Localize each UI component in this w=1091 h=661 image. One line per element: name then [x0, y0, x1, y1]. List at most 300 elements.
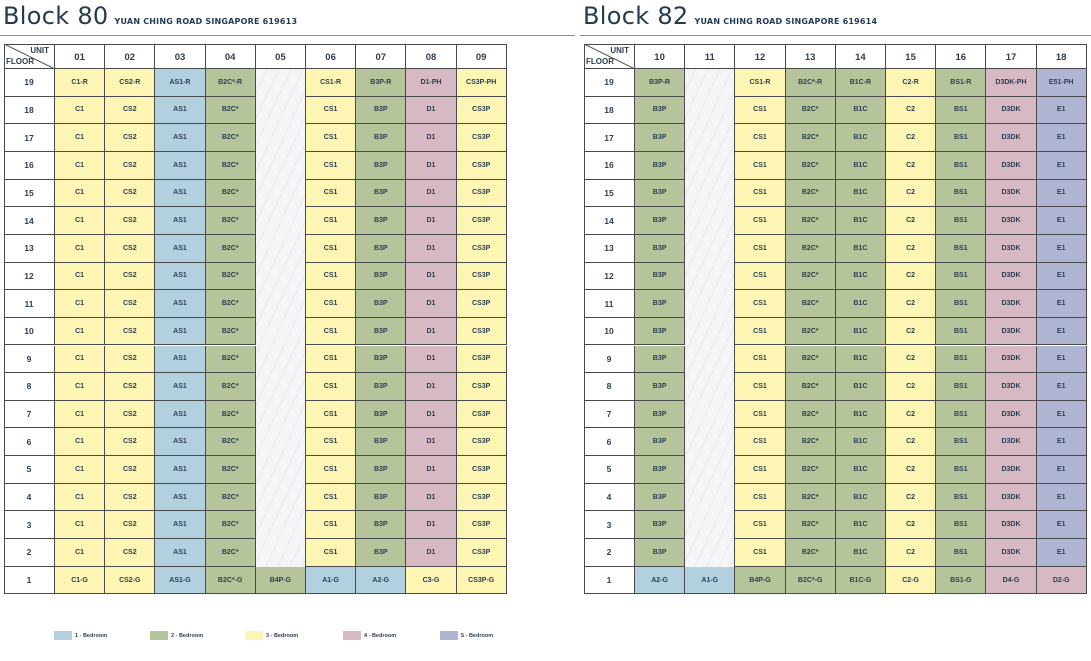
- floor-label-13: 13: [584, 235, 635, 263]
- unit-cell: CS1: [306, 124, 356, 152]
- unit-cell: CS1: [735, 539, 785, 567]
- unit-cell: B1C: [836, 484, 886, 512]
- unit-cell: CS2: [105, 511, 155, 539]
- unit-cell: C1: [55, 346, 105, 374]
- unit-cell: B3P-R: [635, 69, 685, 97]
- unit-cell: CS1: [735, 207, 785, 235]
- unit-cell: AS1: [155, 152, 205, 180]
- unit-header-03: 03: [155, 44, 205, 69]
- unit-cell: B3P: [356, 484, 406, 512]
- legend-item-5-bedroom: [440, 631, 520, 640]
- unit-cell: BS1: [936, 207, 986, 235]
- floor-label-4: 4: [4, 484, 55, 512]
- floor-label-12: 12: [4, 263, 55, 291]
- unit-cell: CS3P: [457, 318, 507, 346]
- unit-cell: C1: [55, 373, 105, 401]
- unit-cell: C1: [55, 235, 105, 263]
- unit-cell: B2C*: [206, 401, 256, 429]
- unit-cell: B2C*: [206, 456, 256, 484]
- legend-item-4-bedroom: [343, 631, 440, 640]
- legend-swatch: [54, 631, 72, 640]
- void-column: [256, 69, 306, 567]
- unit-cell: AS1: [155, 456, 205, 484]
- unit-cell: B1C: [836, 428, 886, 456]
- unit-cell: B2C*-R: [786, 69, 836, 97]
- unit-cell: B1C: [836, 263, 886, 291]
- unit-cell: CS3P: [457, 346, 507, 374]
- unit-cell: CS1: [306, 511, 356, 539]
- unit-cell: D3DK: [986, 124, 1036, 152]
- unit-header-11: 11: [685, 44, 735, 69]
- unit-cell: CS1: [735, 346, 785, 374]
- unit-cell: E1: [1037, 373, 1087, 401]
- ground-unit-cell: C3-G: [406, 567, 456, 595]
- unit-cell: CS3P: [457, 401, 507, 429]
- unit-cell: CS1: [735, 97, 785, 125]
- unit-cell: B1C: [836, 511, 886, 539]
- unit-cell: C2: [886, 401, 936, 429]
- floor-label-2: 2: [4, 539, 55, 567]
- floor-label-7: 7: [4, 401, 55, 429]
- unit-cell: E1: [1037, 318, 1087, 346]
- unit-cell: B3P: [356, 318, 406, 346]
- unit-cell: BS1: [936, 124, 986, 152]
- unit-cell: B2C*: [206, 97, 256, 125]
- unit-cell: D1: [406, 373, 456, 401]
- ground-unit-cell: CS3P-G: [457, 567, 507, 595]
- unit-cell: C2: [886, 180, 936, 208]
- unit-cell: D1: [406, 263, 456, 291]
- unit-cell: CS1: [306, 539, 356, 567]
- unit-cell: B3P: [356, 373, 406, 401]
- unit-cell: C1-R: [55, 69, 105, 97]
- unit-cell: CS2-R: [105, 69, 155, 97]
- block-80-unit-chart: [4, 44, 507, 594]
- unit-cell: B3P: [356, 290, 406, 318]
- unit-cell: AS1: [155, 207, 205, 235]
- unit-cell: D3DK: [986, 235, 1036, 263]
- block-80-title: [3, 2, 297, 30]
- legend-label: 2 - Bedroom: [171, 632, 204, 639]
- unit-cell: CS1: [735, 484, 785, 512]
- unit-header-17: 17: [986, 44, 1036, 69]
- block-82-unit-chart: [584, 44, 1087, 594]
- unit-cell: B3P: [356, 235, 406, 263]
- unit-cell: C2: [886, 539, 936, 567]
- unit-cell: B2C*: [206, 180, 256, 208]
- unit-cell: C2: [886, 484, 936, 512]
- unit-cell: B1C: [836, 97, 886, 125]
- unit-cell: BS1: [936, 263, 986, 291]
- unit-cell: D3DK: [986, 180, 1036, 208]
- unit-cell: E1: [1037, 290, 1087, 318]
- unit-cell: CS2: [105, 180, 155, 208]
- unit-cell: B3P: [356, 401, 406, 429]
- unit-header-09: 09: [457, 44, 507, 69]
- unit-cell: D1: [406, 235, 456, 263]
- floor-label-17: 17: [584, 124, 635, 152]
- unit-cell: C2: [886, 373, 936, 401]
- unit-cell: CS2: [105, 97, 155, 125]
- unit-cell: B3P: [356, 124, 406, 152]
- unit-cell: CS1-R: [735, 69, 785, 97]
- legend-item-1-bedroom: [54, 631, 150, 640]
- unit-cell: B1C: [836, 235, 886, 263]
- floor-label-16: 16: [4, 152, 55, 180]
- unit-cell: E1: [1037, 180, 1087, 208]
- unit-cell: CS3P: [457, 373, 507, 401]
- unit-cell: B2C*: [206, 373, 256, 401]
- unit-cell: B2C*: [206, 207, 256, 235]
- unit-header-01: 01: [55, 44, 105, 69]
- unit-cell: B2C*: [206, 511, 256, 539]
- title-divider: [0, 35, 575, 36]
- unit-cell: D3DK: [986, 346, 1036, 374]
- unit-cell: CS1: [306, 263, 356, 291]
- void-column: [685, 69, 735, 567]
- floor-label-6: 6: [584, 428, 635, 456]
- floor-label-8: 8: [4, 373, 55, 401]
- unit-cell: D3DK: [986, 456, 1036, 484]
- unit-cell: B1C: [836, 373, 886, 401]
- unit-cell: B2C*: [786, 318, 836, 346]
- unit-cell: B2C*: [206, 539, 256, 567]
- unit-cell: CS3P: [457, 124, 507, 152]
- unit-cell: D1: [406, 97, 456, 125]
- unit-cell: B2C*: [206, 124, 256, 152]
- unit-cell: B1C: [836, 346, 886, 374]
- unit-cell: E1: [1037, 124, 1087, 152]
- unit-cell: B1C: [836, 207, 886, 235]
- floor-label-1: 1: [584, 567, 635, 595]
- unit-cell: BS1: [936, 235, 986, 263]
- unit-cell: B1C-R: [836, 69, 886, 97]
- unit-cell: D3DK: [986, 207, 1036, 235]
- unit-cell: CS2: [105, 456, 155, 484]
- unit-cell: CS2: [105, 539, 155, 567]
- unit-cell: B3P: [635, 152, 685, 180]
- floor-label-15: 15: [584, 180, 635, 208]
- unit-cell: CS1: [735, 152, 785, 180]
- unit-cell: B2C*: [786, 124, 836, 152]
- unit-cell: C2: [886, 456, 936, 484]
- unit-cell: CS2: [105, 263, 155, 291]
- unit-cell: B2C*: [786, 511, 836, 539]
- unit-cell: C2-R: [886, 69, 936, 97]
- unit-cell: D1: [406, 428, 456, 456]
- unit-cell: CS2: [105, 373, 155, 401]
- unit-cell: B2C*: [786, 401, 836, 429]
- unit-cell: CS1: [306, 235, 356, 263]
- unit-cell: B3P: [635, 456, 685, 484]
- floor-label-3: 3: [584, 511, 635, 539]
- unit-cell: CS2: [105, 290, 155, 318]
- unit-cell: AS1: [155, 346, 205, 374]
- ground-unit-cell: A1-G: [306, 567, 356, 595]
- unit-cell: CS1: [735, 318, 785, 346]
- unit-cell: BS1: [936, 290, 986, 318]
- unit-cell: E1: [1037, 539, 1087, 567]
- unit-cell: B3P: [635, 180, 685, 208]
- floor-label-10: 10: [584, 318, 635, 346]
- unit-cell: CS3P: [457, 235, 507, 263]
- floor-label-2: 2: [584, 539, 635, 567]
- unit-cell: B2C*: [786, 346, 836, 374]
- unit-cell: D1: [406, 511, 456, 539]
- unit-cell: CS3P: [457, 263, 507, 291]
- unit-cell: C1: [55, 124, 105, 152]
- block-address: YUAN CHING ROAD SINGAPORE 619613: [114, 17, 298, 26]
- unit-cell: AS1: [155, 428, 205, 456]
- unit-header-06: 06: [306, 44, 356, 69]
- floor-label-1: 1: [4, 567, 55, 595]
- floor-label-16: 16: [584, 152, 635, 180]
- unit-cell: B2C*: [786, 290, 836, 318]
- unit-header-18: 18: [1037, 44, 1087, 69]
- unit-axis-label: UNIT: [30, 46, 49, 55]
- unit-header-16: 16: [936, 44, 986, 69]
- unit-cell: CS3P: [457, 152, 507, 180]
- unit-cell: E1: [1037, 152, 1087, 180]
- unit-cell: C2: [886, 346, 936, 374]
- unit-cell: D1: [406, 290, 456, 318]
- unit-cell: D1: [406, 484, 456, 512]
- ground-unit-cell: C2-G: [886, 567, 936, 595]
- unit-cell: B1C: [836, 290, 886, 318]
- unit-cell: D1: [406, 152, 456, 180]
- unit-cell: AS1: [155, 401, 205, 429]
- unit-cell: CS2: [105, 124, 155, 152]
- unit-cell: CS1: [735, 263, 785, 291]
- unit-cell: B3P: [635, 428, 685, 456]
- unit-cell: C1: [55, 456, 105, 484]
- ground-unit-cell: D2-G: [1037, 567, 1087, 595]
- unit-cell: D1: [406, 180, 456, 208]
- unit-header-07: 07: [356, 44, 406, 69]
- unit-cell: C1: [55, 484, 105, 512]
- unit-cell: AS1: [155, 124, 205, 152]
- unit-cell: C1: [55, 152, 105, 180]
- unit-cell: CS1: [735, 124, 785, 152]
- unit-cell: C2: [886, 318, 936, 346]
- unit-cell: D1: [406, 207, 456, 235]
- unit-cell: BS1: [936, 346, 986, 374]
- unit-cell: CS3P: [457, 484, 507, 512]
- unit-cell: B3P: [635, 207, 685, 235]
- legend-label: 4 - Bedroom: [364, 632, 397, 639]
- unit-cell: B3P: [635, 124, 685, 152]
- legend-swatch: [245, 631, 263, 640]
- unit-header-14: 14: [836, 44, 886, 69]
- unit-cell: C2: [886, 428, 936, 456]
- unit-cell: C2: [886, 152, 936, 180]
- unit-cell: BS1: [936, 511, 986, 539]
- unit-cell: B2C*: [786, 484, 836, 512]
- unit-cell: AS1: [155, 97, 205, 125]
- unit-cell: E1: [1037, 428, 1087, 456]
- unit-cell: D3DK: [986, 263, 1036, 291]
- legend-label: 1 - Bedroom: [75, 632, 108, 639]
- floor-label-9: 9: [4, 346, 55, 374]
- unit-cell: D3DK: [986, 539, 1036, 567]
- floor-label-14: 14: [584, 207, 635, 235]
- ground-unit-cell: BS1-G: [936, 567, 986, 595]
- floor-axis-label: FLOOR: [586, 57, 614, 66]
- block-name: Block 82: [583, 2, 689, 30]
- floor-label-12: 12: [584, 263, 635, 291]
- ground-unit-cell: A2-G: [356, 567, 406, 595]
- unit-cell: AS1: [155, 318, 205, 346]
- unit-cell: B1C: [836, 401, 886, 429]
- unit-header-12: 12: [735, 44, 785, 69]
- floor-label-8: 8: [584, 373, 635, 401]
- ground-unit-cell: A1-G: [685, 567, 735, 595]
- unit-cell: B2C*: [786, 235, 836, 263]
- floor-label-10: 10: [4, 318, 55, 346]
- unit-cell: BS1: [936, 318, 986, 346]
- unit-cell: B3P: [356, 152, 406, 180]
- ground-unit-cell: C1-G: [55, 567, 105, 595]
- unit-cell: D3DK: [986, 290, 1036, 318]
- unit-cell: BS1: [936, 152, 986, 180]
- unit-floor-corner: [4, 44, 55, 69]
- floor-label-13: 13: [4, 235, 55, 263]
- unit-cell: C1: [55, 539, 105, 567]
- unit-cell: C2: [886, 263, 936, 291]
- unit-cell: B2C*: [206, 235, 256, 263]
- ground-unit-cell: B1C-G: [836, 567, 886, 595]
- unit-cell: D1: [406, 539, 456, 567]
- unit-cell: AS1: [155, 290, 205, 318]
- unit-cell: C1: [55, 511, 105, 539]
- unit-cell: B3P: [635, 318, 685, 346]
- unit-cell: B3P: [635, 263, 685, 291]
- unit-cell: CS1: [306, 456, 356, 484]
- unit-cell: AS1: [155, 511, 205, 539]
- unit-cell: BS1: [936, 484, 986, 512]
- unit-cell: D3DK: [986, 373, 1036, 401]
- floor-label-11: 11: [4, 290, 55, 318]
- unit-cell: D3DK: [986, 511, 1036, 539]
- unit-cell: CS2: [105, 207, 155, 235]
- unit-cell: BS1: [936, 373, 986, 401]
- unit-cell: CS3P: [457, 428, 507, 456]
- unit-cell: CS1: [306, 97, 356, 125]
- unit-cell: E1: [1037, 401, 1087, 429]
- unit-cell: D3DK: [986, 484, 1036, 512]
- unit-cell: CS1: [735, 511, 785, 539]
- unit-cell: CS1: [306, 484, 356, 512]
- legend-swatch: [150, 631, 168, 640]
- unit-cell: B3P: [635, 401, 685, 429]
- unit-header-15: 15: [886, 44, 936, 69]
- unit-cell: E1: [1037, 456, 1087, 484]
- legend: [54, 631, 520, 640]
- unit-cell: D3DK: [986, 401, 1036, 429]
- unit-cell: CS1: [306, 152, 356, 180]
- block-82-title: [583, 2, 877, 30]
- unit-cell: CS3P: [457, 539, 507, 567]
- unit-header-08: 08: [406, 44, 456, 69]
- unit-cell: C2: [886, 207, 936, 235]
- unit-cell: B2C*: [786, 152, 836, 180]
- unit-cell: B2C*: [786, 180, 836, 208]
- block-name: Block 80: [3, 2, 109, 30]
- unit-cell: B3P: [356, 539, 406, 567]
- unit-header-04: 04: [206, 44, 256, 69]
- unit-cell: CS3P: [457, 180, 507, 208]
- unit-cell: CS2: [105, 484, 155, 512]
- unit-cell: B2C*: [206, 263, 256, 291]
- unit-axis-label: UNIT: [610, 46, 629, 55]
- unit-cell: CS1: [735, 290, 785, 318]
- unit-cell: B3P: [356, 456, 406, 484]
- legend-item-2-bedroom: [150, 631, 245, 640]
- unit-cell: BS1: [936, 401, 986, 429]
- unit-cell: B2C*: [206, 428, 256, 456]
- unit-header-13: 13: [786, 44, 836, 69]
- unit-cell: CS1: [306, 207, 356, 235]
- unit-cell: B3P: [356, 346, 406, 374]
- ground-unit-cell: A2-G: [635, 567, 685, 595]
- floor-label-19: 19: [584, 69, 635, 97]
- unit-cell: CS1: [306, 428, 356, 456]
- unit-floor-corner: [584, 44, 635, 69]
- unit-cell: E1: [1037, 235, 1087, 263]
- unit-cell: C1: [55, 318, 105, 346]
- unit-cell: B2C*: [786, 263, 836, 291]
- unit-cell: E1: [1037, 97, 1087, 125]
- unit-cell: C2: [886, 97, 936, 125]
- unit-cell: C1: [55, 428, 105, 456]
- unit-header-02: 02: [105, 44, 155, 69]
- unit-cell: BS1: [936, 428, 986, 456]
- unit-cell: CS3P: [457, 511, 507, 539]
- unit-cell: B3P: [635, 290, 685, 318]
- floor-label-9: 9: [584, 346, 635, 374]
- unit-cell: CS3P: [457, 456, 507, 484]
- unit-cell: AS1: [155, 180, 205, 208]
- unit-cell: B1C: [836, 124, 886, 152]
- floor-axis-label: FLOOR: [6, 57, 34, 66]
- unit-cell: AS1: [155, 484, 205, 512]
- unit-cell: C1: [55, 97, 105, 125]
- unit-cell: B2C*: [786, 539, 836, 567]
- unit-cell: CS1: [306, 318, 356, 346]
- unit-cell: B3P: [635, 97, 685, 125]
- unit-cell: C1: [55, 207, 105, 235]
- unit-cell: E1: [1037, 207, 1087, 235]
- unit-cell: B2C*: [786, 373, 836, 401]
- unit-cell: CS1: [735, 180, 785, 208]
- unit-cell: CS1: [735, 428, 785, 456]
- unit-cell: B2C*: [786, 456, 836, 484]
- unit-cell: D1: [406, 318, 456, 346]
- unit-cell: B2C*: [206, 346, 256, 374]
- unit-cell: E51-PH: [1037, 69, 1087, 97]
- floor-label-15: 15: [4, 180, 55, 208]
- unit-cell: D3DK: [986, 318, 1036, 346]
- unit-cell: E1: [1037, 346, 1087, 374]
- ground-unit-cell: B2C*-G: [786, 567, 836, 595]
- unit-cell: B3P: [356, 207, 406, 235]
- unit-cell: D3DK: [986, 152, 1036, 180]
- unit-cell: CS2: [105, 152, 155, 180]
- unit-cell: E1: [1037, 263, 1087, 291]
- ground-unit-cell: CS2-G: [105, 567, 155, 595]
- unit-cell: B3P-R: [356, 69, 406, 97]
- ground-unit-cell: AS1-G: [155, 567, 205, 595]
